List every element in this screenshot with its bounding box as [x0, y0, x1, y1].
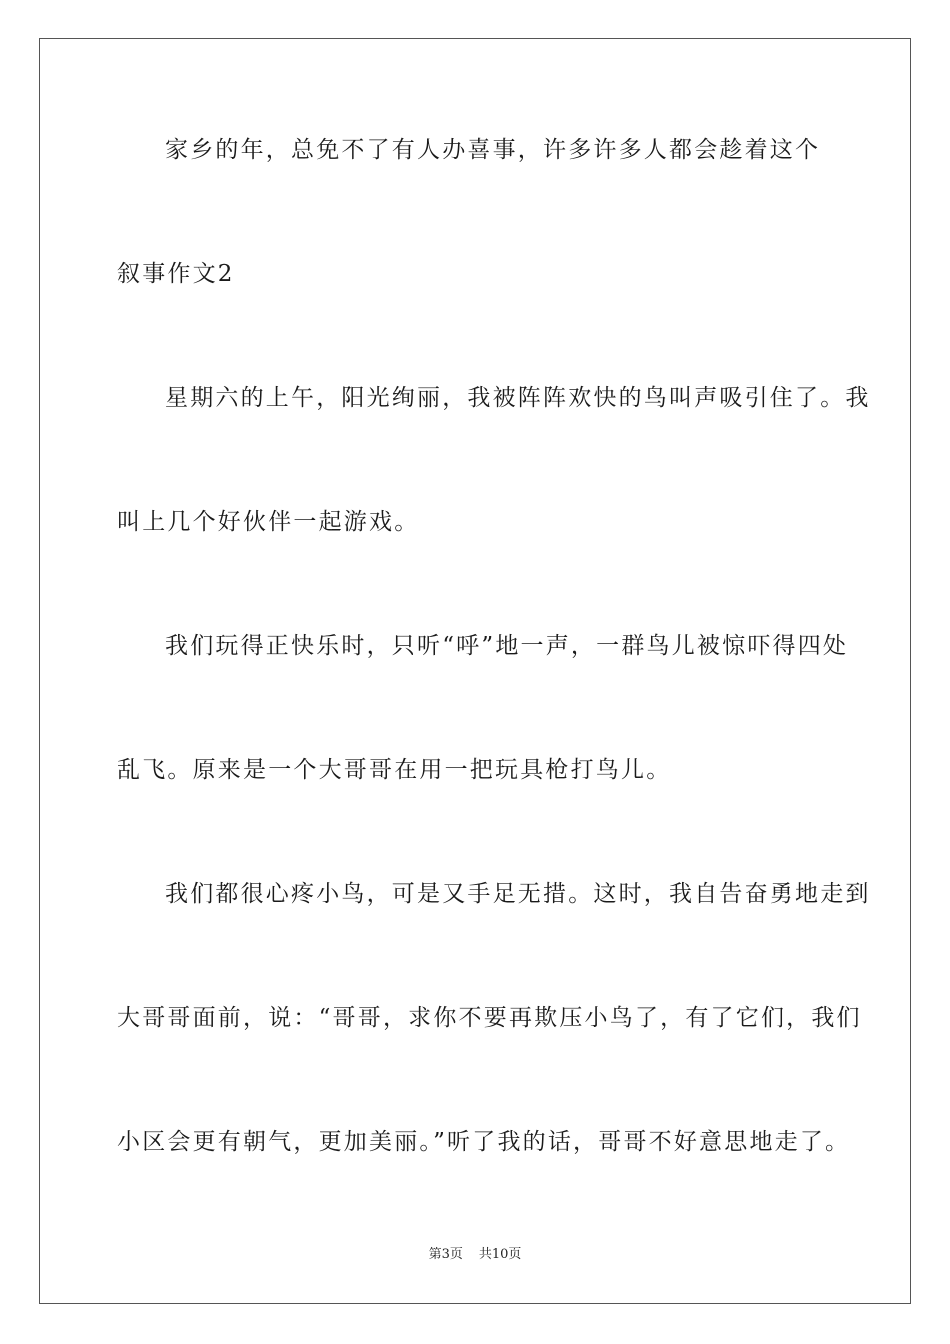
- paragraph-line: 我们都很心疼小鸟，可是又手足无措。这时，我自告奋勇地走到: [165, 881, 871, 907]
- paragraph-line: 家乡的年，总免不了有人办喜事，许多许多人都会趁着这个: [165, 137, 821, 163]
- paragraph-line: 乱飞。原来是一个大哥哥在用一把玩具枪打鸟儿。: [117, 757, 672, 783]
- paragraph-line: 我们玩得正快乐时，只听“呼”地一声，一群鸟儿被惊吓得四处: [165, 633, 849, 659]
- paragraph-line: 叫上几个好伙伴一起游戏。: [117, 509, 420, 535]
- page-footer: [0, 1246, 950, 1264]
- section-heading: 叙事作文2: [117, 261, 235, 287]
- page-number: 第3页: [428, 1247, 463, 1262]
- page-border: [39, 38, 911, 1304]
- page-total: 共10页: [478, 1247, 522, 1262]
- paragraph-line: 星期六的上午，阳光绚丽，我被阵阵欢快的鸟叫声吸引住了。我: [165, 385, 871, 411]
- paragraph-line: 小区会更有朝气，更加美丽。”听了我的话，哥哥不好意思地走了。: [117, 1129, 851, 1155]
- paragraph-line: 大哥哥面前，说：“哥哥，求你不要再欺压小鸟了，有了它们，我们: [117, 1005, 862, 1031]
